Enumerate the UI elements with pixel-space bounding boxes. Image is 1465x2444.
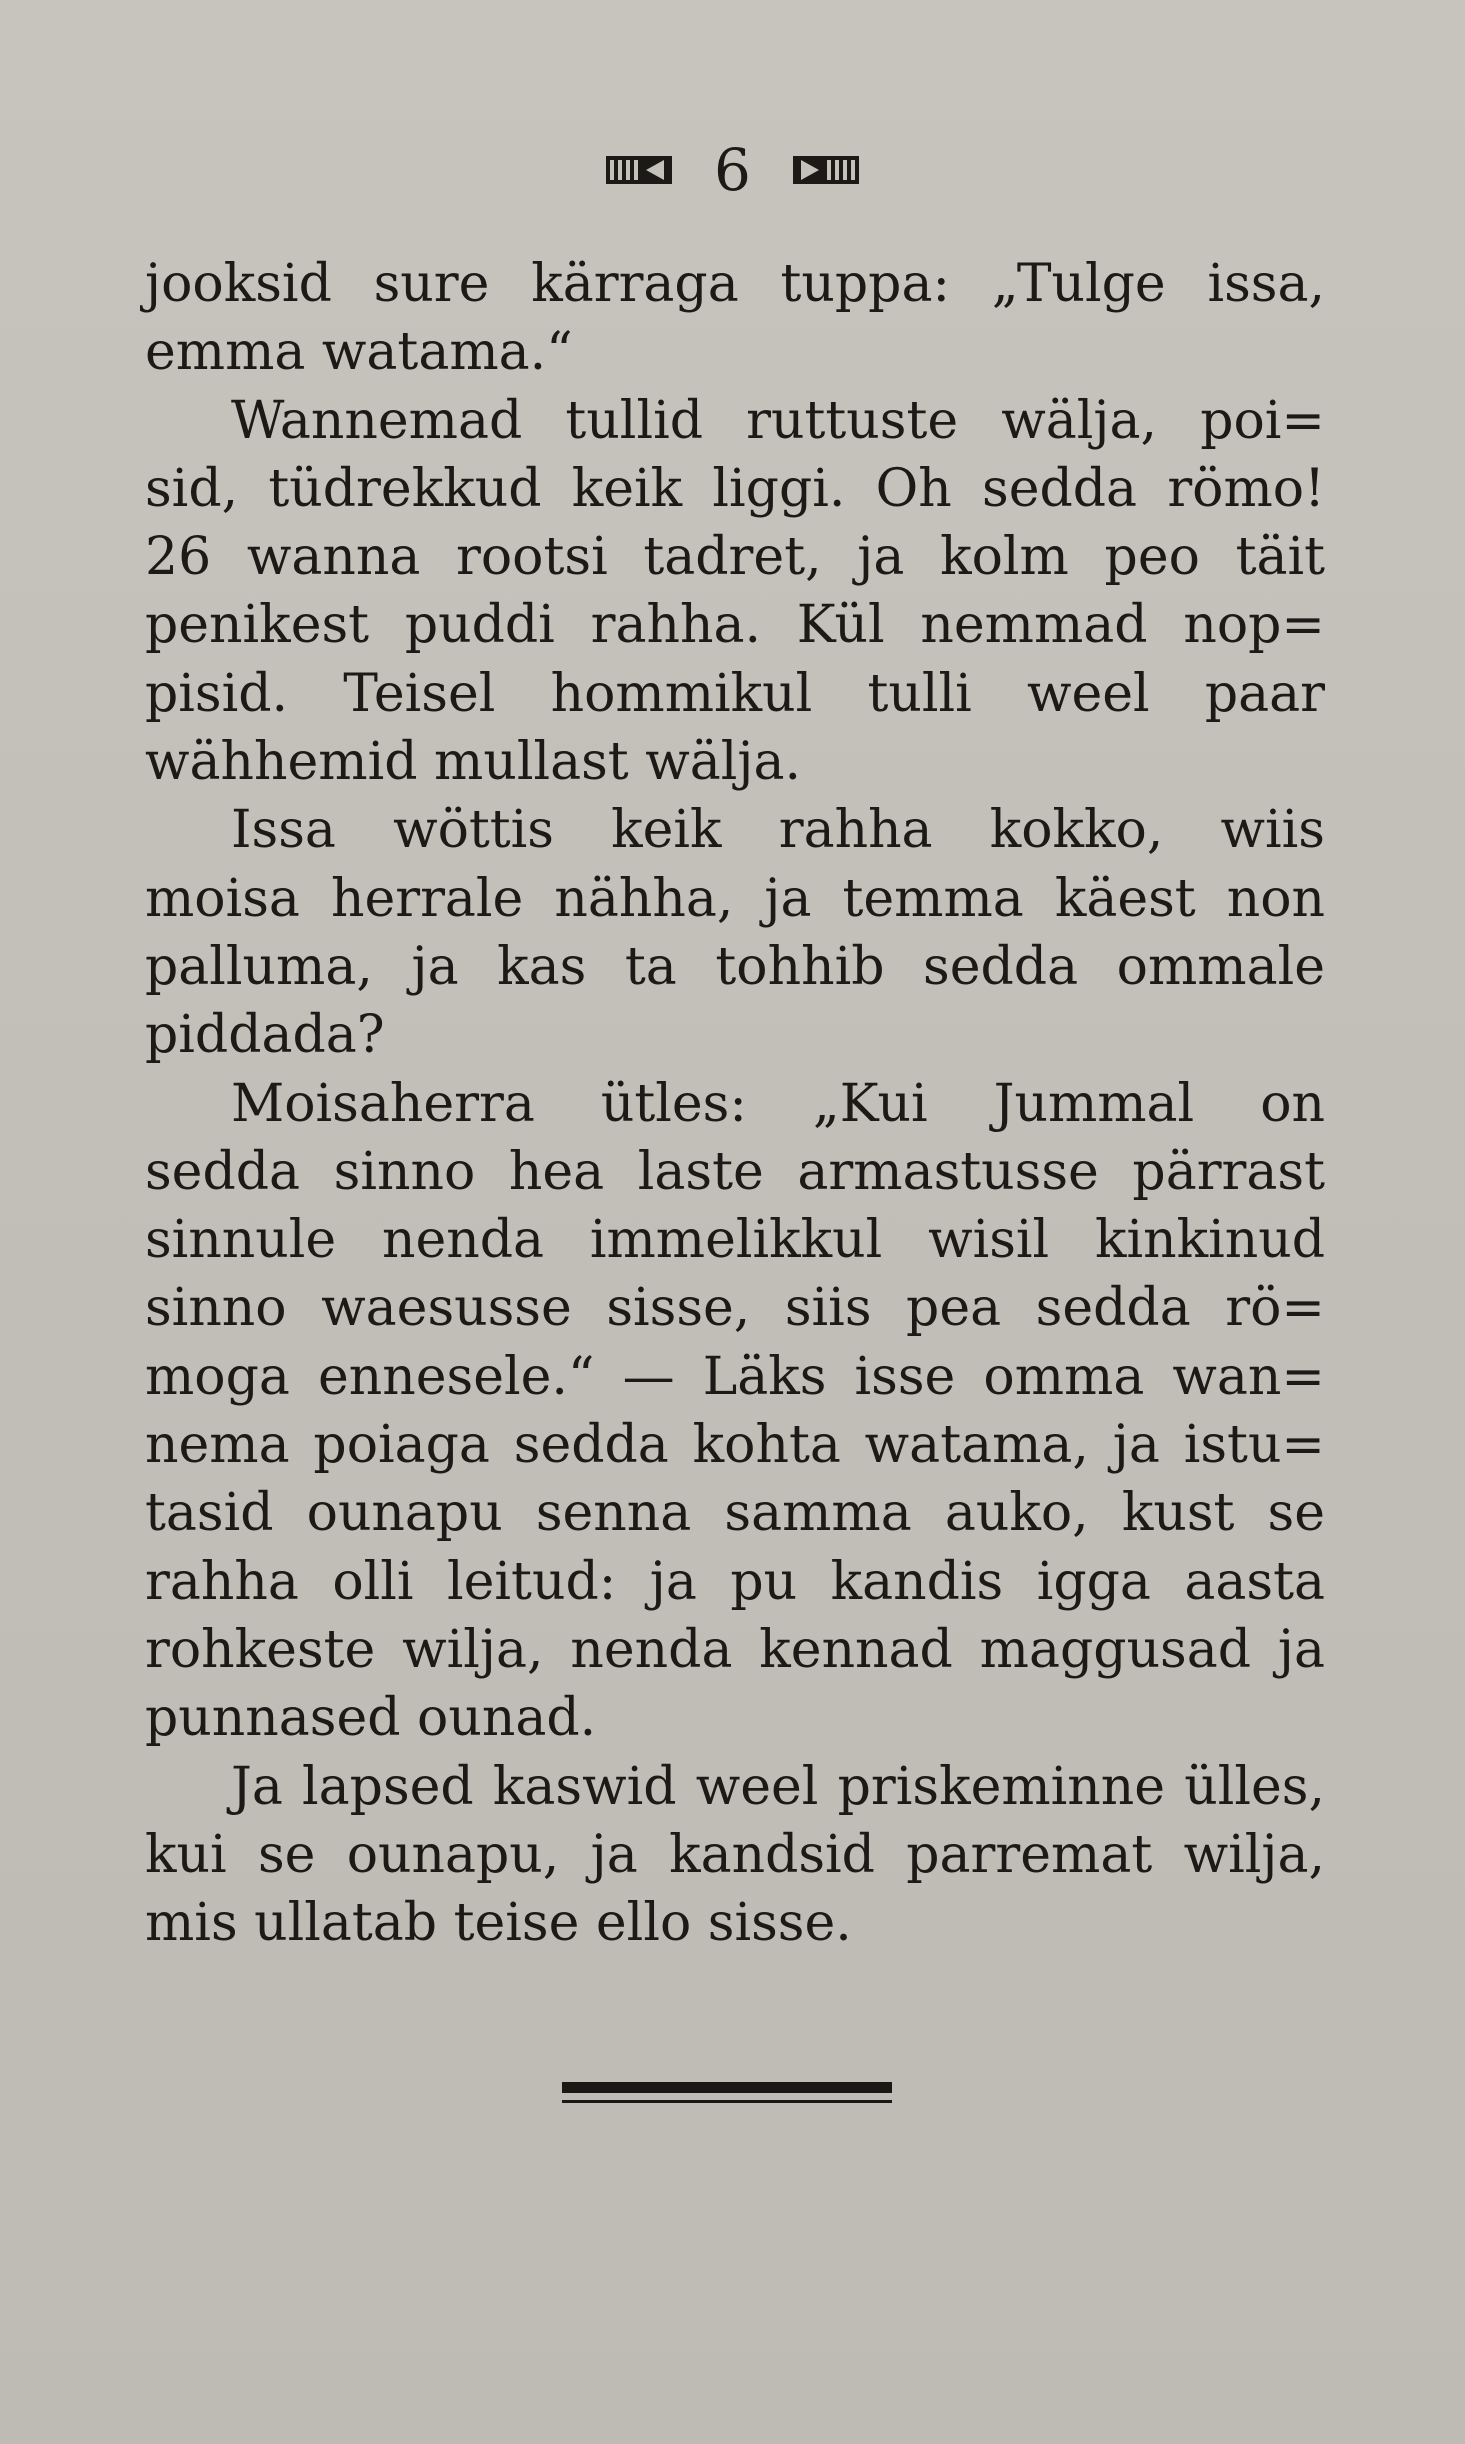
text-line: moisa herrale nähha, ja temma käest non: [145, 868, 1325, 929]
text-line: Moisaherra ütles: „Kui Jummal on: [231, 1073, 1325, 1134]
text-line: mis ullatab teise ello sisse.: [145, 1893, 852, 1954]
text-line: rahha olli leitud: ja pu kandis igga aasta: [145, 1551, 1325, 1612]
text-line: kui se ounapu, ja kandsid parremat wilja,: [145, 1824, 1325, 1885]
right-ornament-icon: [791, 150, 861, 190]
text-line: pisid. Teisel hommikul tulli weel paar: [145, 663, 1325, 724]
page-header: [0, 130, 1465, 210]
text-line: nema poiaga sedda kohta watama, ja istu=: [145, 1415, 1325, 1476]
text-line: sedda sinno hea laste armastusse pärrast: [145, 1141, 1325, 1202]
text-line: wähhemid mullast wälja.: [145, 732, 801, 793]
text-line: palluma, ja kas ta tohhib sedda ommale: [145, 936, 1325, 997]
text-line: tasid ounapu senna samma auko, kust se: [145, 1483, 1325, 1544]
text-line: Issa wöttis keik rahha kokko, wiis: [231, 800, 1325, 861]
text-line: Wannemad tullid ruttuste wälja, poi=: [231, 390, 1325, 451]
text-line: punnased ounad.: [145, 1688, 597, 1749]
page-number: 6: [714, 136, 751, 204]
text-line: sinnule nenda immelikkul wisil kinkinud: [145, 1210, 1325, 1271]
text-line: sinno waesusse sisse, siis pea sedda rö=: [145, 1278, 1325, 1339]
text-line: piddada?: [145, 1005, 385, 1066]
text-line: penikest puddi rahha. Kül nemmad nop=: [145, 595, 1325, 656]
end-rule-thin: [562, 2100, 892, 2103]
left-ornament-icon: [604, 150, 674, 190]
body-text: [145, 250, 1325, 1957]
text-line: jooksid sure kärraga tuppa: „Tulge issa,: [145, 254, 1325, 314]
text-line: sid, tüdrekkud keik liggi. Oh sedda römo!: [145, 458, 1325, 519]
text-line: rohkeste wilja, nenda kennad maggusad ja: [145, 1619, 1325, 1680]
text-line: emma watama.“: [145, 322, 573, 383]
end-rule-thick: [562, 2082, 892, 2093]
text-line: Ja lapsed kaswid weel priskeminne ülles,: [231, 1756, 1325, 1817]
text-line: 26 wanna rootsi tadret, ja kolm peo täit: [145, 527, 1325, 588]
text-line: moga ennesele.“ — Läks isse omma wan=: [145, 1346, 1325, 1407]
end-rule: [562, 2082, 892, 2103]
